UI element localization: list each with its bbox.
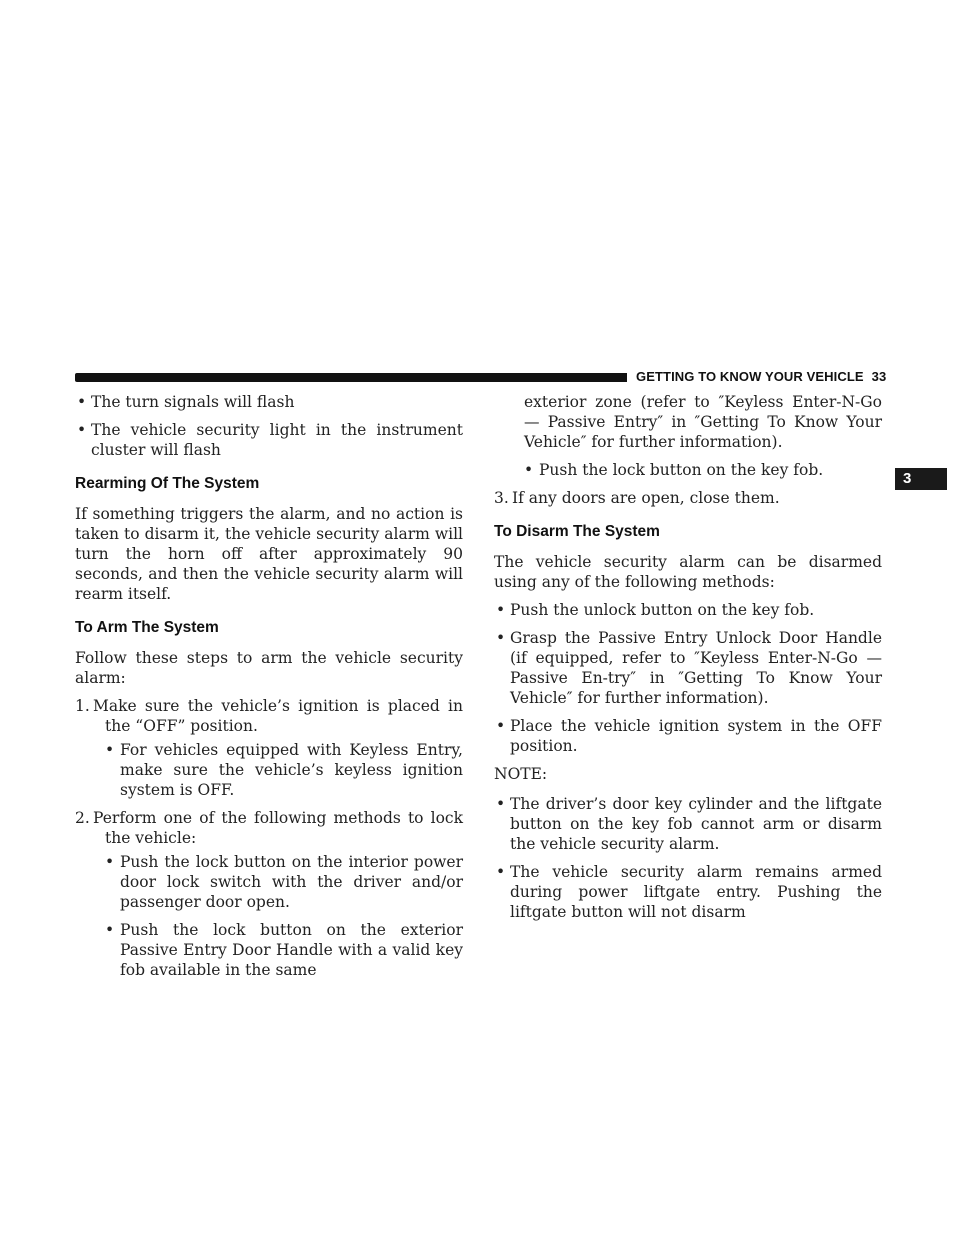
step-item: 3. If any doors are open, close them. bbox=[494, 489, 780, 507]
section-heading-disarm: To Disarm The System bbox=[494, 523, 660, 540]
running-header bbox=[636, 369, 886, 384]
step-item: 2. Perform one of the following methods to lock the vehicle: bbox=[75, 809, 463, 847]
bullet-icon: • bbox=[105, 921, 115, 939]
page-number: 33 bbox=[871, 369, 887, 384]
sub-list-item: • Push the lock button on the key fob. bbox=[524, 461, 824, 479]
bullet-icon: • bbox=[105, 741, 115, 759]
bullet-icon: • bbox=[496, 629, 506, 647]
list-item: • The vehicle security alarm remains armed during power liftgate entry. Pushing the liftgate button will not disarm bbox=[496, 863, 882, 921]
bullet-icon: • bbox=[496, 601, 506, 619]
arm-intro: Follow these steps to arm the vehicle security alarm: bbox=[75, 649, 463, 687]
section-heading-arm: To Arm The System bbox=[75, 619, 219, 636]
header-title: GETTING TO KNOW YOUR VEHICLE bbox=[636, 369, 864, 384]
list-item: • Push the unlock button on the key fob. bbox=[496, 601, 815, 619]
section-heading-rearm: Rearming Of The System bbox=[75, 475, 260, 492]
sub-list-item: • For vehicles equipped with Keyless Entry, make sure the vehicle’s keyless ignition system is OFF. bbox=[105, 741, 463, 799]
bullet-icon: • bbox=[77, 393, 87, 411]
list-item: • The vehicle security light in the instrument cluster will flash bbox=[77, 421, 463, 459]
sub-list-item: • Push the lock button on the interior power door lock switch with the driver and/or passenger door open. bbox=[105, 853, 463, 911]
list-item: • The driver’s door key cylinder and the liftgate button on the key fob cannot arm or disarm the vehicle security alarm. bbox=[496, 795, 882, 853]
bullet-icon: • bbox=[496, 717, 506, 735]
bullet-icon: • bbox=[496, 795, 506, 813]
list-item: • The turn signals will flash bbox=[77, 393, 295, 411]
bullet-icon: • bbox=[77, 421, 87, 439]
left-column bbox=[75, 392, 463, 988]
disarm-intro: The vehicle security alarm can be disarmed using any of the following methods: bbox=[494, 553, 882, 591]
bullet-icon: • bbox=[496, 863, 506, 881]
list-item: • Place the vehicle ignition system in the OFF position. bbox=[496, 717, 882, 755]
bullet-icon: • bbox=[105, 853, 115, 871]
step-item: 1. Make sure the vehicle’s ignition is placed in the “OFF” position. bbox=[75, 697, 463, 735]
right-column bbox=[494, 392, 882, 930]
bullet-icon: • bbox=[524, 461, 534, 479]
header-rule bbox=[75, 373, 627, 382]
note-label: NOTE: bbox=[494, 765, 548, 783]
rearm-paragraph: If something triggers the alarm, and no action is taken to disarm it, the vehicle security alarm will turn the horn off after approximately 90 seconds, and then the vehicle security alarm will rearm itself. bbox=[75, 505, 463, 603]
continued-text: exterior zone (refer to ″Keyless Enter-N-Go — Passive Entry″ in ″Getting To Know Your Vehicle″ for further information). bbox=[524, 393, 882, 451]
sub-list-item: • Push the lock button on the exterior Passive Entry Door Handle with a valid key fob available in the same bbox=[105, 921, 463, 979]
chapter-tab: 3 bbox=[895, 468, 947, 490]
list-item: • Grasp the Passive Entry Unlock Door Handle (if equipped, refer to ″Keyless Enter-N-Go — Passive En-try″ in ″Getting To Know Your Vehicle″ for further information). bbox=[496, 629, 882, 707]
